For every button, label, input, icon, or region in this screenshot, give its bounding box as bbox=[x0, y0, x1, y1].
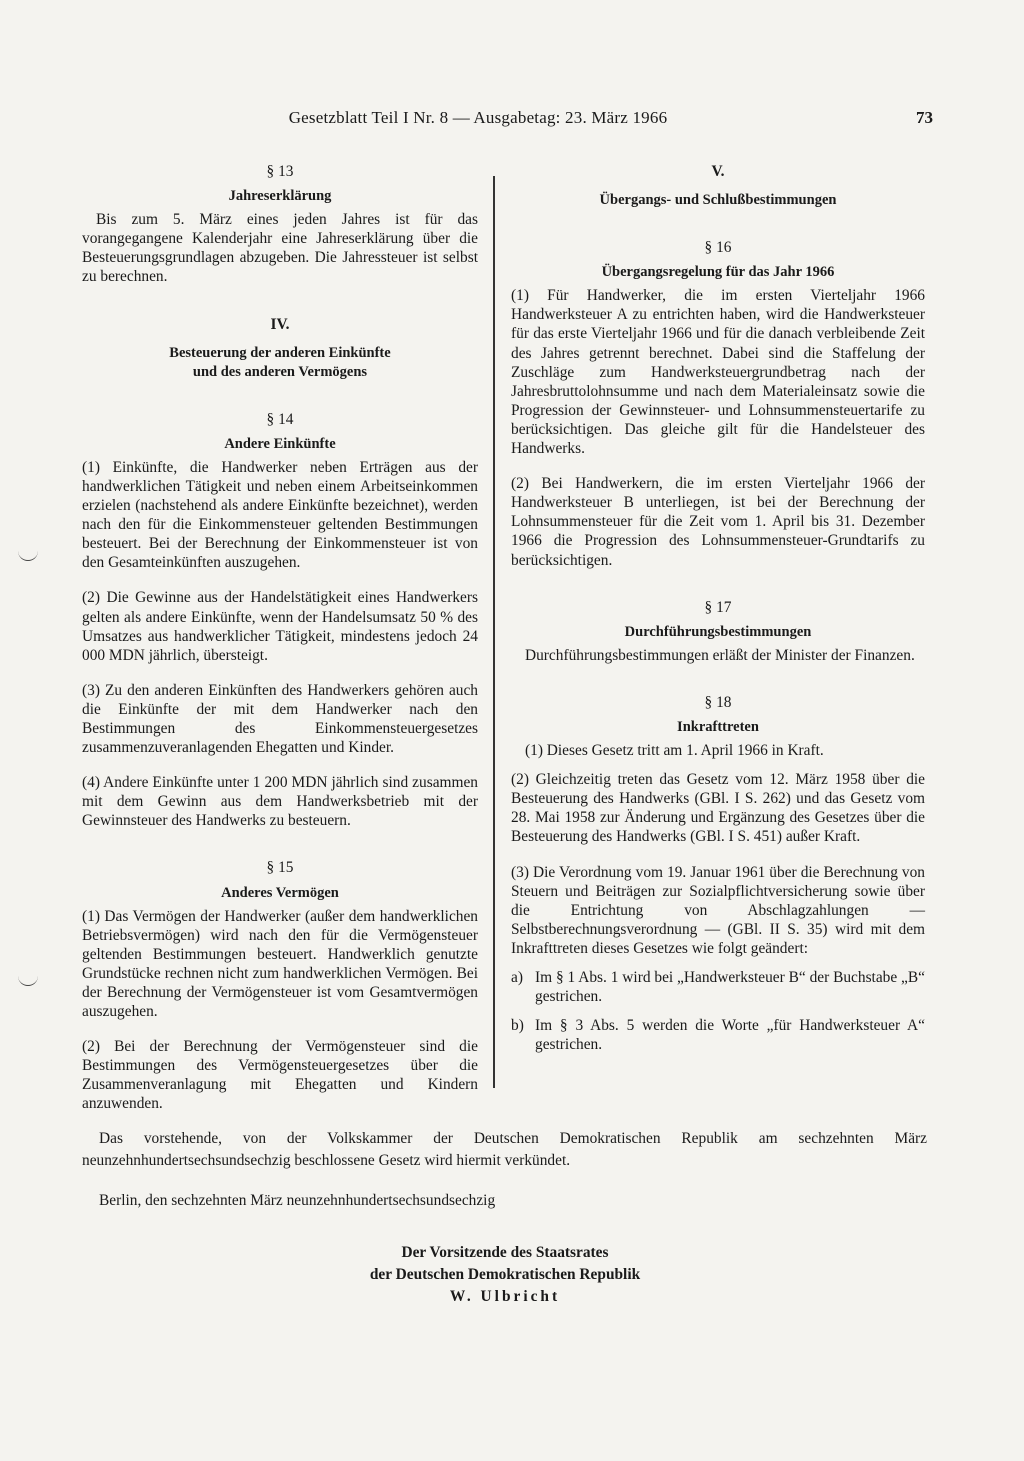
section-18-paragraph-3: (3) Die Verordnung vom 19. Januar 1961 über die Berechnung von Steuern und Beiträgen zur Sozialpflichtversicherung sowie über die Entrichtung von Abschlagzahlungen — Selbstberechnungsverordnung — (GBl. II S. 35) wird mit dem Inkrafttreten dieses Gesetzes wie folgt geändert: bbox=[511, 863, 925, 957]
signature-line-1: Der Vorsitzende des Staatsrates bbox=[401, 1244, 609, 1261]
section-16-paragraph-1: (1) Für Handwerker, die im ersten Vierteljahr 1966 Handwerksteuer A zu entrichten haben, wird die Handwerksteuer für das erste Vierteljahr 1966 und für die danach verbleibende Zeit des Jahres getrennt berechnet. Dabei sind die Staffelung der Zuschläge zum Handwerksteuergrundbetrag nach der Jahresbruttolohnsumme und nach dem Materialeinsatz sowie die Progression der Gewinnsteuer- und Lohnsummensteuertarife zu berücksichtigen. Das gleiche gilt für die Handelsteuer des Handwerks. bbox=[511, 287, 925, 458]
list-item-a-text: Im § 1 Abs. 1 wird bei „Handwerksteuer B“ der Buchstabe „B“ gestrichen. bbox=[535, 969, 925, 1006]
signature-block bbox=[0, 1242, 1010, 1308]
place-date-line: Berlin, den sechzehnten März neunzehnhundertsechsundsechzig bbox=[99, 1192, 496, 1209]
page-number: 73 bbox=[916, 108, 933, 127]
section-14-paragraph-2: (2) Die Gewinne aus der Handelstätigkeit eines Handwerkers gelten als andere Einkünfte, wenn der Handelsumsatz 50 % des Umsatzes aus handwerklicher Tätigkeit, mindestens jedoch 24 000 MDN jährlich, übersteigt. bbox=[82, 589, 478, 664]
section-15-title: Anderes Vermögen bbox=[221, 884, 339, 901]
section-14-paragraph-1: (1) Einkünfte, die Handwerker neben Erträgen aus der handwerklichen Tätigkeit und neben einem Arbeitseinkommen erzielen (nachstehend als andere Einkünfte bezeichnet), werden nach den für die Einkommensteuer geltenden Bestimmungen besteuert. Bei der Berechnung der Einkommensteuer ist von den Gesamteinkünften auszugehen. bbox=[82, 458, 478, 572]
signature-line-2: der Deutschen Demokratischen Republik bbox=[369, 1266, 641, 1283]
section-15-paragraph-2: (2) Bei der Berechnung der Vermögensteuer sind die Bestimmungen des Vermögensteuergesetzes über die Zusammenveranlagung mit Ehegatten und Kindern anzuwenden. bbox=[82, 1038, 478, 1113]
margin-tick-mark bbox=[18, 550, 38, 561]
margin-tick-mark bbox=[18, 975, 38, 986]
section-16-paragraph-2: (2) Bei Handwerkern, die im ersten Vierteljahr 1966 der Handwerksteuer B unterliegen, ist bei der Berechnung der Lohnsummensteuer für die Zeit vom 1. April bis 31. Dezember 1966 die Progression des Lohnsummensteuer-Grundtarifs zu berücksichtigen. bbox=[511, 475, 925, 569]
closing-block bbox=[82, 1128, 927, 1212]
left-column bbox=[82, 162, 478, 1114]
header-title: Gesetzblatt Teil I Nr. 8 — Ausgabetag: 23. März 1966 bbox=[288, 108, 668, 127]
section-13-title: Jahreserklärung bbox=[228, 188, 332, 205]
section-17-text: Durchführungsbestimmungen erläßt der Minister der Finanzen. bbox=[525, 646, 915, 664]
section-14-number: § 14 bbox=[266, 410, 294, 428]
section-13-text: Bis zum 5. März eines jeden Jahres ist für das vorangegangene Kalenderjahr eine Jahreserklärung über die Besteuerungsgrundlagen abzugeben. Die Jahressteuer ist selbst zu berechnen. bbox=[82, 211, 478, 286]
section-14-paragraph-4: (4) Andere Einkünfte unter 1 200 MDN jährlich sind zusammen mit dem Gewinn aus dem Handwerksbetrieb mit der Gewinnsteuer des Handwerks zu besteuern. bbox=[82, 774, 478, 830]
section-17-number: § 17 bbox=[704, 598, 732, 616]
signatory-name: W. Ulbricht bbox=[449, 1288, 561, 1305]
section-16-title: Übergangsregelung für das Jahr 1966 bbox=[601, 264, 835, 281]
section-16-number: § 16 bbox=[704, 239, 732, 257]
section-18-paragraph-1: (1) Dieses Gesetz tritt am 1. April 1966 in Kraft. bbox=[525, 742, 824, 760]
chapter-5-number: V. bbox=[711, 163, 725, 180]
section-15-paragraph-1: (1) Das Vermögen der Handwerker (außer dem handwerklichen Betriebsvermögen) wird nach den für die Vermögensteuer geltenden Bestimmungen besteuert. Handwerklich genutzte Grundstücke rechnen nicht zum handwerklichen Vermögen. Bei der Berechnung der Vermögensteuer ist vom Gesamtvermögen auszugehen. bbox=[82, 907, 478, 1021]
proclamation-text: Das vorstehende, von der Volkskammer der Deutschen Demokratischen Republik am sechzehnten März neunzehnhundertsechsundsechzig beschlossene Gesetz wird hiermit verkündet. bbox=[82, 1130, 927, 1169]
section-15-number: § 15 bbox=[266, 859, 294, 877]
section-18-paragraph-2: (2) Gleichzeitig treten das Gesetz vom 12. März 1958 über die Besteuerung des Handwerks (GBl. I S. 262) und das Gesetz vom 28. Mai 1958 zur Änderung und Ergänzung des Gesetzes über die Besteuerung des Handwerks (GBl. I S. 451) außer Kraft. bbox=[511, 771, 925, 846]
section-17-title: Durchführungsbestimmungen bbox=[624, 623, 812, 640]
list-item-a bbox=[511, 968, 925, 1006]
section-14-paragraph-3: (3) Zu den anderen Einkünften des Handwerkers gehören auch die Einkünfte der mit dem Handwerker nach den Bestimmungen des Einkommensteuergesetzes zusammenzuveranlagenden Ehegatten und Kinder. bbox=[82, 681, 478, 757]
list-item-b-text: Im § 3 Abs. 5 werden die Worte „für Handwerksteuer A“ gestrichen. bbox=[535, 1017, 925, 1054]
right-column bbox=[511, 162, 925, 1054]
list-item-b-label: b) bbox=[511, 1017, 524, 1035]
running-header bbox=[0, 108, 1024, 138]
section-18-title: Inkrafttreten bbox=[677, 718, 759, 735]
section-13-number: § 13 bbox=[266, 163, 294, 180]
section-18-number: § 18 bbox=[704, 693, 732, 711]
chapter-4-title-line2: und des anderen Vermögens bbox=[192, 363, 368, 380]
section-14-title: Andere Einkünfte bbox=[224, 435, 336, 452]
list-item-a-label: a) bbox=[511, 969, 523, 986]
column-divider bbox=[493, 176, 495, 1088]
list-item-b bbox=[511, 1016, 925, 1054]
chapter-5-title: Übergangs- und Schlußbestimmungen bbox=[599, 192, 837, 209]
chapter-4-number: IV. bbox=[270, 315, 290, 333]
chapter-4-title-line1: Besteuerung der anderen Einkünfte bbox=[169, 344, 391, 361]
